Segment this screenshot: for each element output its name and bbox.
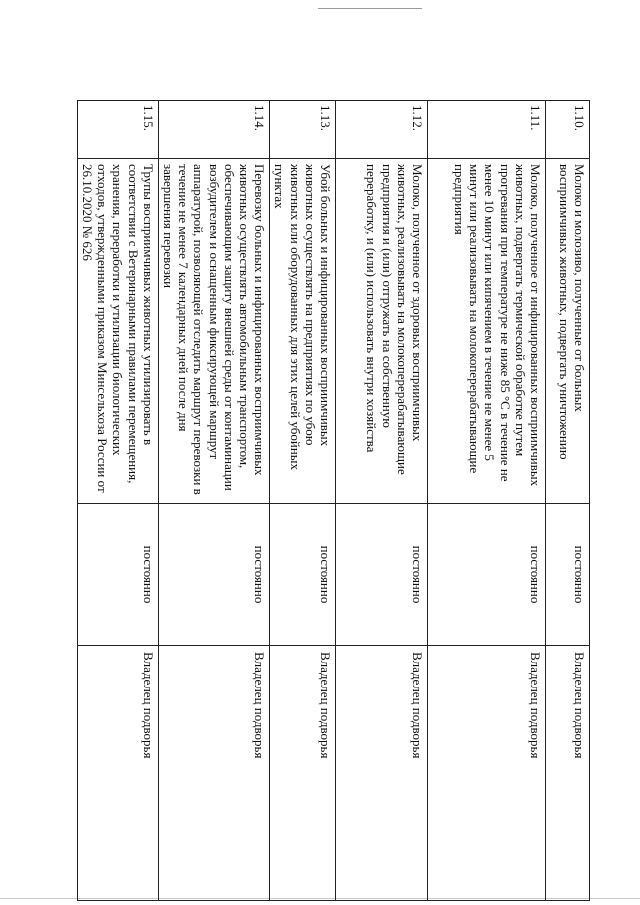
- responsible-cell: Владелец подворья: [336, 646, 428, 901]
- row-number: 1.15.: [77, 101, 158, 159]
- measures-table: [77, 100, 590, 901]
- row-number: 1.10.: [546, 101, 590, 159]
- responsible-cell: Владелец подворья: [428, 646, 546, 901]
- table-row: [546, 101, 590, 901]
- measure-text: Убой больных и инфицированных восприимчивых животных осуществлять на предприятиях по убою животных или оборудованных для этих целей убойных пунктах: [270, 159, 336, 504]
- measure-text: Перевозку больных и инфицированных восприимчивых животных осуществлять автомобильным транспортом, обеспечивающим защиту внешней среды от контаминации возбудителем и оснащенным фиксирующей маршрут аппаратурой, позволяющей отследить маршрут перевозки в течение не менее 7 календарных дней после дня завершения перевозки: [158, 159, 269, 504]
- measure-text: Молоко и молозиво, полученные от больных восприимчивых животных, подвергать уничтожению: [546, 159, 590, 504]
- measure-text: Трупы восприимчивых животных утилизировать в соответствии с Ветеринарными правилами перемещения, хранения, переработки и утилизации биологических отходов, утвержденными приказом Минсельхоза России от 26.10.2020 № 626: [77, 159, 158, 504]
- table-row: [336, 101, 428, 901]
- term-cell: постоянно: [158, 504, 269, 646]
- table-row: [428, 101, 546, 901]
- term-cell: постоянно: [546, 504, 590, 646]
- table-row: [270, 101, 336, 901]
- responsible-cell: Владелец подворья: [546, 646, 590, 901]
- measure-text: Молоко, полученное от здоровых восприимчивых животных, реализовывать на молокоперерабатывающие предприятия и (или) отгружать на собственную переработку, и (или) использовать внутри хозяйства: [336, 159, 428, 504]
- row-number: 1.13.: [270, 101, 336, 159]
- term-cell: постоянно: [270, 504, 336, 646]
- row-number: 1.14.: [158, 101, 269, 159]
- term-cell: постоянно: [336, 504, 428, 646]
- term-cell: постоянно: [77, 504, 158, 646]
- responsible-cell: Владелец подворья: [270, 646, 336, 901]
- top-edge-mark: [318, 8, 422, 9]
- measure-text: Молоко, полученное от инфицированных восприимчивых животных, подвергать термической обработке путем прогревания при температуре не ниже 85 °C в течение не менее 10 минут или кипячением в течение не менее 5 минут или реализовывать на молокоперерабатывающие предприятия: [428, 159, 546, 504]
- row-number: 1.12.: [336, 101, 428, 159]
- responsible-cell: Владелец подворья: [77, 646, 158, 901]
- responsible-cell: Владелец подворья: [158, 646, 269, 901]
- table-row: [77, 101, 158, 901]
- term-cell: постоянно: [428, 504, 546, 646]
- table-row: [158, 101, 269, 901]
- rotated-table-container: [79, 100, 590, 900]
- row-number: 1.11.: [428, 101, 546, 159]
